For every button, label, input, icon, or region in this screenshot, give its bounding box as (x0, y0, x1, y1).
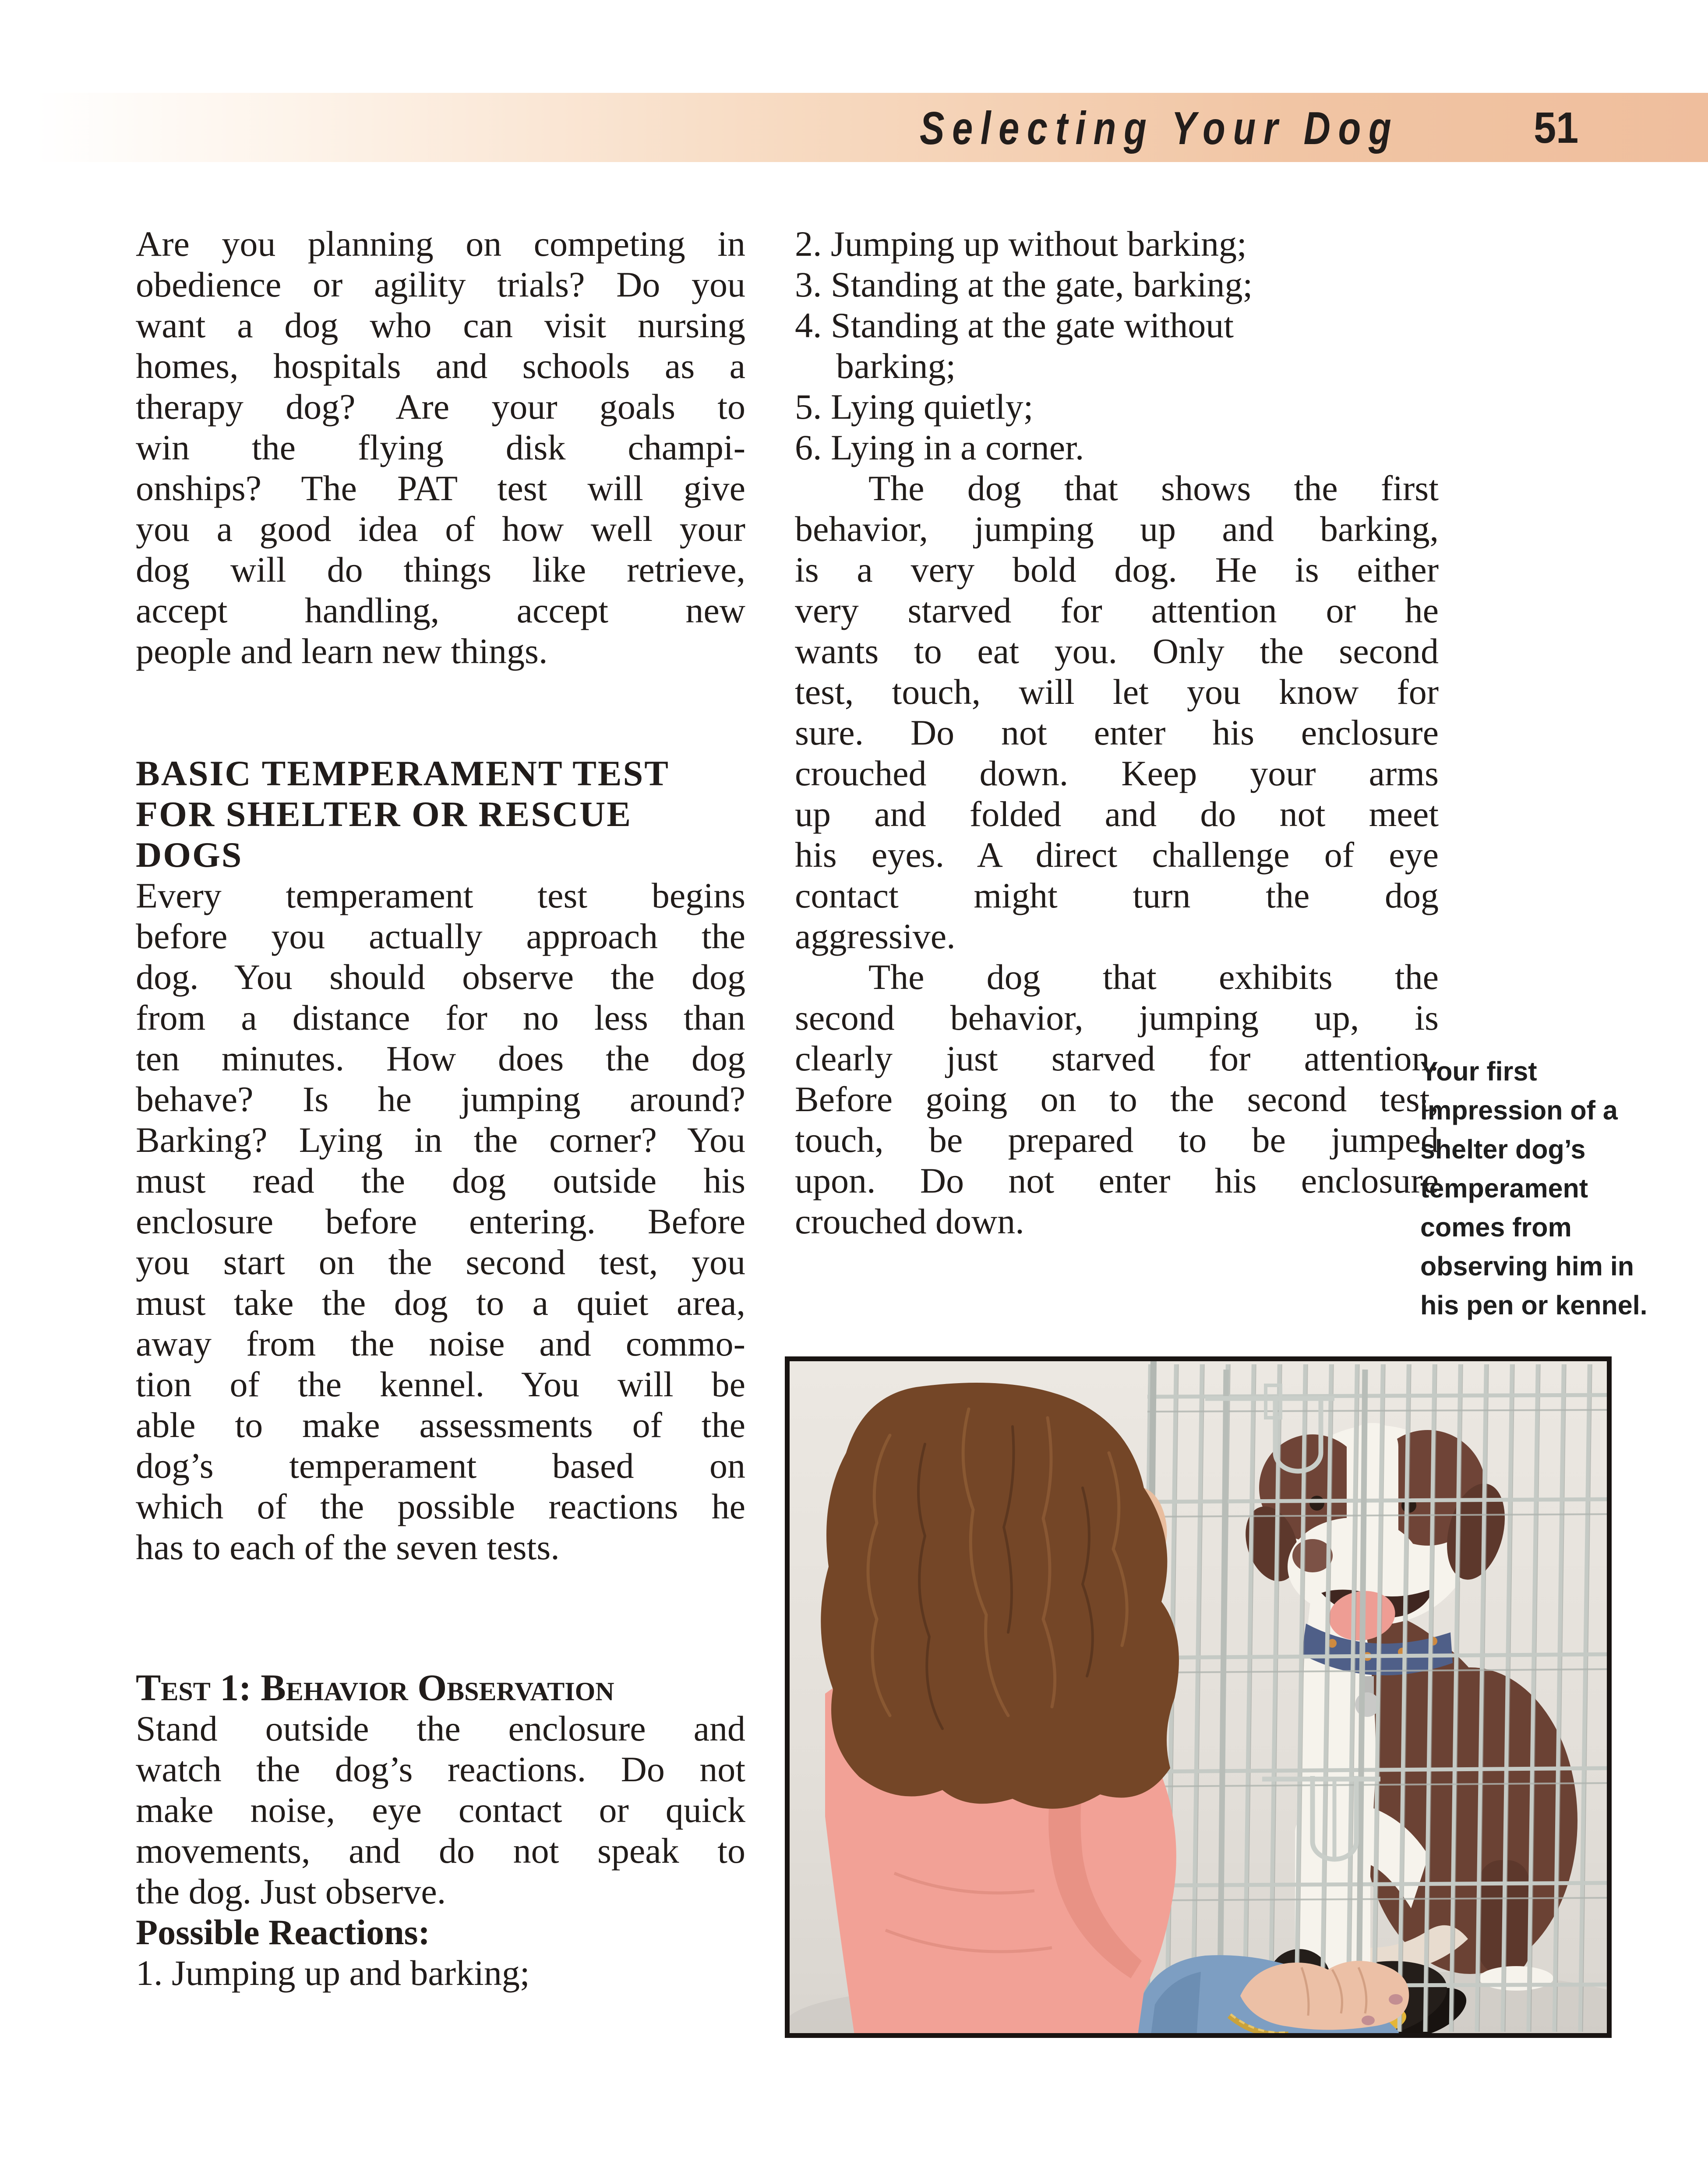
text-line: 6. Lying in a corner. (795, 427, 1084, 467)
text-line: ten minutes. How does the dog (136, 1038, 745, 1078)
test-heading (136, 1667, 745, 1708)
text-line: homes, hospitals and schools as a (136, 346, 745, 386)
text-line: people and learn new things. (136, 631, 548, 671)
text-line: watch the dog’s reactions. Do not (136, 1749, 745, 1789)
text-line: Possible Reactions: (136, 1912, 430, 1952)
text-line: Stand outside the enclosure and (136, 1709, 745, 1748)
text-line: DOGS (136, 835, 243, 875)
right-text-column (795, 223, 1439, 1242)
text-line: dog will do things like retrieve, (136, 550, 745, 590)
text-line: you a good idea of how well your (136, 509, 745, 549)
paragraph (795, 468, 1439, 957)
text-line: second behavior, jumping up, is (795, 998, 1439, 1038)
text-line: impression of a (1420, 1095, 1618, 1125)
text-line: from a distance for no less than (136, 998, 745, 1038)
text-line: must take the dog to a quiet area, (136, 1283, 745, 1323)
text-line: is a very bold dog. He is either (795, 550, 1439, 590)
text-line: comes from (1420, 1212, 1572, 1242)
text-line: wants to eat you. Only the second (795, 631, 1439, 671)
text-line: win the flying disk champi- (136, 427, 745, 467)
paragraph (136, 875, 745, 1568)
text-line: make noise, eye contact or quick (136, 1790, 745, 1830)
text-line: movements, and do not speak to (136, 1831, 745, 1871)
text-line: Barking? Lying in the corner? You (136, 1120, 745, 1160)
text-line: 2. Jumping up without barking; (795, 224, 1247, 264)
text-line: dog. You should observe the dog (136, 957, 745, 997)
text-line: must read the dog outside his (136, 1161, 745, 1201)
text-line: away from the noise and commo- (136, 1324, 745, 1363)
kennel-cage (1139, 1361, 1612, 2034)
text-line: aggressive. (795, 916, 956, 956)
text-line: dog’s temperament based on (136, 1446, 745, 1486)
text-line: Every temperament test begins (136, 876, 745, 915)
text-line: The dog that exhibits the (868, 957, 1439, 997)
text-line: want a dog who can visit nursing (136, 305, 745, 345)
photo-caption (1420, 1052, 1708, 1325)
paragraph (136, 223, 745, 671)
text-line: barking; (836, 346, 956, 386)
text-line: FOR SHELTER OR RESCUE (136, 794, 632, 834)
numbered-list (795, 223, 1439, 468)
text-line: up and folded and do not meet (795, 794, 1439, 834)
text-line: BASIC TEMPERAMENT TEST (136, 753, 670, 793)
bold-lead-in (136, 1912, 745, 1953)
text-line: has to each of the seven tests. (136, 1527, 560, 1567)
paragraph (136, 1708, 745, 1912)
text-line: crouched down. Keep your arms (795, 753, 1439, 793)
chapter-header-bar (35, 93, 1708, 162)
text-line: 3. Standing at the gate, barking; (795, 265, 1253, 304)
text-line: contact might turn the dog (795, 876, 1439, 915)
text-line: Before going on to the second test, (795, 1079, 1439, 1119)
text-line: test, touch, will let you know for (795, 672, 1439, 712)
text-line: behave? Is he jumping around? (136, 1079, 745, 1119)
text-line: temperament (1420, 1173, 1588, 1203)
text-line: Your first (1420, 1056, 1537, 1086)
section-heading (136, 753, 745, 875)
paragraph (795, 957, 1439, 1242)
text-line: able to make assessments of the (136, 1405, 745, 1445)
text-line: Are you planning on competing in (136, 224, 745, 264)
page-number: 51 (1534, 103, 1579, 152)
text-line: 4. Standing at the gate without (795, 305, 1234, 345)
text-line: very starved for attention or he (795, 590, 1439, 630)
text-line: crouched down. (795, 1201, 1024, 1241)
text-line: tion of the kennel. You will be (136, 1364, 745, 1404)
text-line: his eyes. A direct challenge of eye (795, 835, 1439, 875)
text-line: before you actually approach the (136, 916, 745, 956)
text-line: enclosure before entering. Before (136, 1201, 745, 1241)
text-line: 5. Lying quietly; (795, 387, 1034, 427)
text-line: clearly just starved for attention. (795, 1038, 1439, 1078)
text-line: The dog that shows the first (868, 468, 1439, 508)
text-line: accept handling, accept new (136, 590, 745, 630)
text-line: which of the possible reactions he (136, 1487, 745, 1526)
text-line: shelter dog’s (1420, 1134, 1586, 1164)
text-line: onships? The PAT test will give (136, 468, 745, 508)
left-text-column (136, 223, 745, 1993)
text-line: sure. Do not enter his enclosure (795, 713, 1439, 752)
text-line: you start on the second test, you (136, 1242, 745, 1282)
text-line: observing him in (1420, 1251, 1634, 1281)
kennel-photo (785, 1356, 1612, 2038)
text-line: 1. Jumping up and barking; (136, 1953, 530, 1993)
page-title: Selecting Your Dog (920, 102, 1399, 154)
text-line: behavior, jumping up and barking, (795, 509, 1439, 549)
text-line: Test 1: Behavior Observation (136, 1667, 614, 1709)
text-line: his pen or kennel. (1420, 1290, 1648, 1320)
kennel-photo-illustration (785, 1356, 1612, 2038)
text-line: touch, be prepared to be jumped (795, 1120, 1439, 1160)
text-line: upon. Do not enter his enclosure (795, 1161, 1439, 1201)
numbered-list (136, 1953, 745, 1993)
text-line: obedience or agility trials? Do you (136, 265, 745, 304)
text-line: the dog. Just observe. (136, 1871, 446, 1911)
text-line: therapy dog? Are your goals to (136, 387, 745, 427)
